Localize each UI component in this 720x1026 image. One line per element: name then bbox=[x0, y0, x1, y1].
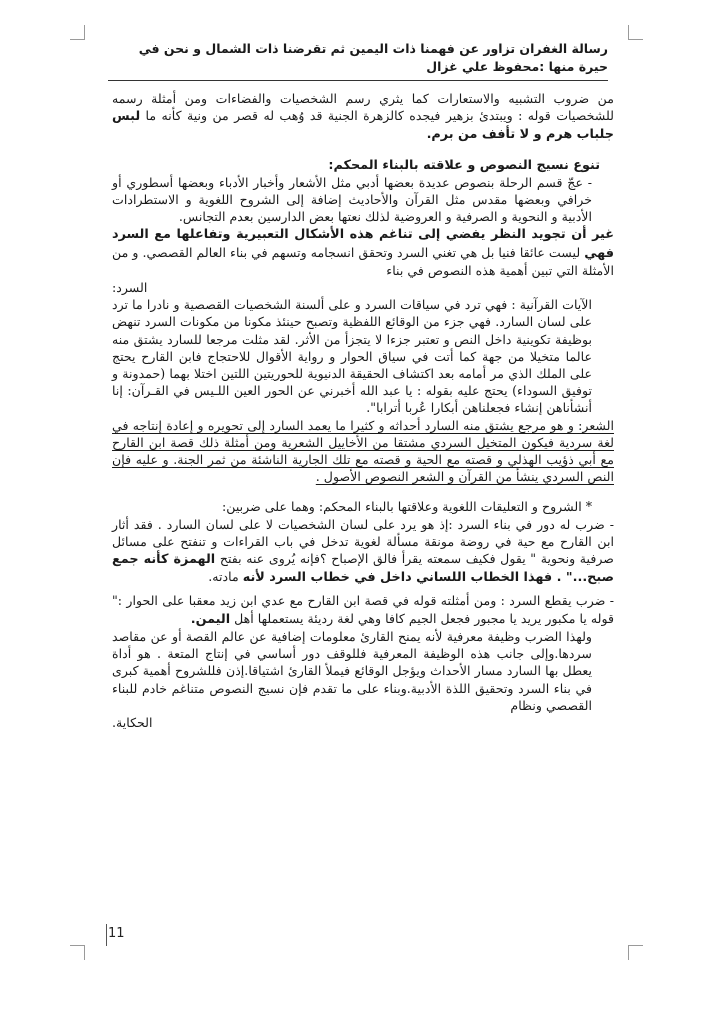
crop-mark-top-right bbox=[628, 25, 643, 40]
paragraph-quran: الآيات القرآنية : فهي ترد في سياقات السرد و على ألسنة الشخصيات القصصية و نادرا ما ترد على لسان السارد. فهي جزء من الوقائع اللفظية وتصبح حينئذ مكونا من مكونات السرد تنهض بوظيفة تكوينية داخل النص و تعتبر جزءا لا يتجزأ من الأثر. لقد مثلت مرجعا للسارد يشتق منه عالما متخيلا من جهة كما أتت في سياق الحوار و رواية الأقوال للاحتجاج فابن القارح يحتج على الملك الذي مر أمامه بعد اكتشاف الحقيقة الدنيوية للحوريتين اللتين اختلا بهما (حمدونة و توفيق السوداء) يحتج عليه بقوله : يا عبد الله أخبرني عن الحور العين اللـيس في القـرآن: إنا أنشأناهن إنشاء فجعلناهن أبكارا عُربا أترابا". bbox=[112, 297, 592, 416]
paragraph-commentary-type2-text: - ضرب يقطع السرد : ومن أمثلته قوله في قصة ابن القارح مع عدي ابن زيد معقبا على الحوار :" قوله يا مكبور يريد يا مجبور فجعل الجيم كافا وهي لغة رديئة يستعملها أهل bbox=[112, 593, 614, 626]
running-header: رسالة الغفران تزاور عن فهمنا ذات اليمين ثم تقرضنا ذات الشمال و نحن في حيرة منها :محفوظ علي غزال bbox=[138, 41, 608, 74]
paragraph-commentary-type2 bbox=[112, 592, 614, 627]
paragraph-intro bbox=[112, 90, 614, 144]
paragraph-conclusion-end: الحكاية. bbox=[112, 714, 153, 730]
page-number: 11 bbox=[108, 926, 125, 941]
crop-mark-bottom-right bbox=[628, 945, 643, 960]
crop-mark-top-left bbox=[70, 25, 85, 40]
paragraph-harmony-text: ليست عائقا فنيا بل هي تغني السرد وتحقق انسجامه وتسهم في بناء العالم القصصي. و من الأمثلة التي تبين أهمية هذه النصوص في بناء bbox=[112, 244, 614, 278]
crop-mark-bottom-left bbox=[70, 945, 85, 960]
paragraph-commentary-type1-end: مادته. bbox=[208, 569, 239, 585]
paragraph-harmony-bold: غير أن تجويد النظر يفضي إلى تناغم هذه الأشكال التعبيرية وتفاعلها مع السرد فهي bbox=[112, 227, 614, 261]
header-divider bbox=[108, 80, 608, 81]
page-number-divider bbox=[106, 924, 107, 946]
paragraph-poetry: الشعر: و هو مرجع يشتق منه السارد أحداثه و كثيرا ما يعمد السارد إلى تحويره و إعادة إنتاجه في لغة سردية فيكون المتخيل السردي مشتقا من الأخاييل الشعرية ومن أمثلة ذلك قصة ابن القارح مع أبي ذؤيب الهذلي و قصته مع الحية و قصته مع تلك الجارية الناشئة من ثمر الجنة. و عليه فإن النص السردي ينشأ من القرآن و الشعر النصوص الأصول . bbox=[112, 417, 614, 485]
paragraph-texts: - عجّ قسم الرحلة بنصوص عديدة بعضها أدبي مثل الأشعار وأخبار الأدباء وبعضها أسطوري أو خرافي وبعضها مقدس مثل القرآن والأحاديث إضافة إلى الشروح اللغوية و الاستطرادات الأدبية و النحوية و الصرفية و العروضية لذلك نعتها بعض الدارسين بعدم التجانس. bbox=[112, 174, 592, 225]
section-heading-commentary: * الشروح و التعليقات اللغوية وعلاقتها بالبناء المحكم: وهما على ضربين: bbox=[222, 499, 592, 515]
paragraph-commentary-type2-bold: اليمن. bbox=[190, 611, 231, 627]
paragraph-intro-text: من ضروب التشبيه والاستعارات كما يثري رسم الشخصيات والفضاءات ومن أمثلة رسمه للشخصيات قوله : ويبتدئ بزهير فيجده كالزهرة الجنية قد وُهب له قصر من ونية كأنه ما bbox=[112, 91, 614, 124]
paragraph-harmony bbox=[112, 225, 614, 279]
section-heading-texts: تنوع نسيج النصوص و علاقته بالبناء المحكم: bbox=[328, 157, 600, 173]
paragraph-intro-bold: لبس جلباب هرم و لا تأفف من برم. bbox=[112, 109, 614, 143]
paragraph-conclusion: ولهذا الضرب وظيفة معرفية لأنه يمنح القارئ معلومات إضافية عن عالم القصة أو عن مقاصد سردها.وإلى جانب هذه الوظيفة المعرفية فللوقف دور أساسي في إنتاج المتعة . هو أداة يعطل بها السارد مسار الأحداث ويؤجل الوقائع فيملأ القارئ اشتياقا.إذن فللشروح أهمية كبرى في بناء السرد وتحقيق اللذة الأدبية.وبناء على ما تقدم فإن نسيج النصوص متناغم خادم للبناء القصصي ونظام bbox=[112, 628, 592, 713]
body-text bbox=[112, 90, 614, 731]
paragraph-harmony-end: السرد: bbox=[112, 280, 148, 296]
paragraph-commentary-type1 bbox=[112, 516, 614, 587]
paragraph-commentary-type1-text: - ضرب له دور في بناء السرد :إذ هو يرد على لسان الشخصيات لا على لسان السارد . فقد أثار ابن القارح مع حية في روضة مونقة مسألة لغوية تدخل في باب القراءات و تنفتح على مسائل صرفية ونحوية " يقول فكيف سمعته يقرأ فالق الإصباح ؟فإنه يُروى عنه بفتح bbox=[112, 516, 614, 567]
paragraph-commentary-type1-bold: الهمزة كأنه جمع صبح..." . فهذا الخطاب اللساني داخل في خطاب السرد لأنه bbox=[112, 552, 614, 586]
